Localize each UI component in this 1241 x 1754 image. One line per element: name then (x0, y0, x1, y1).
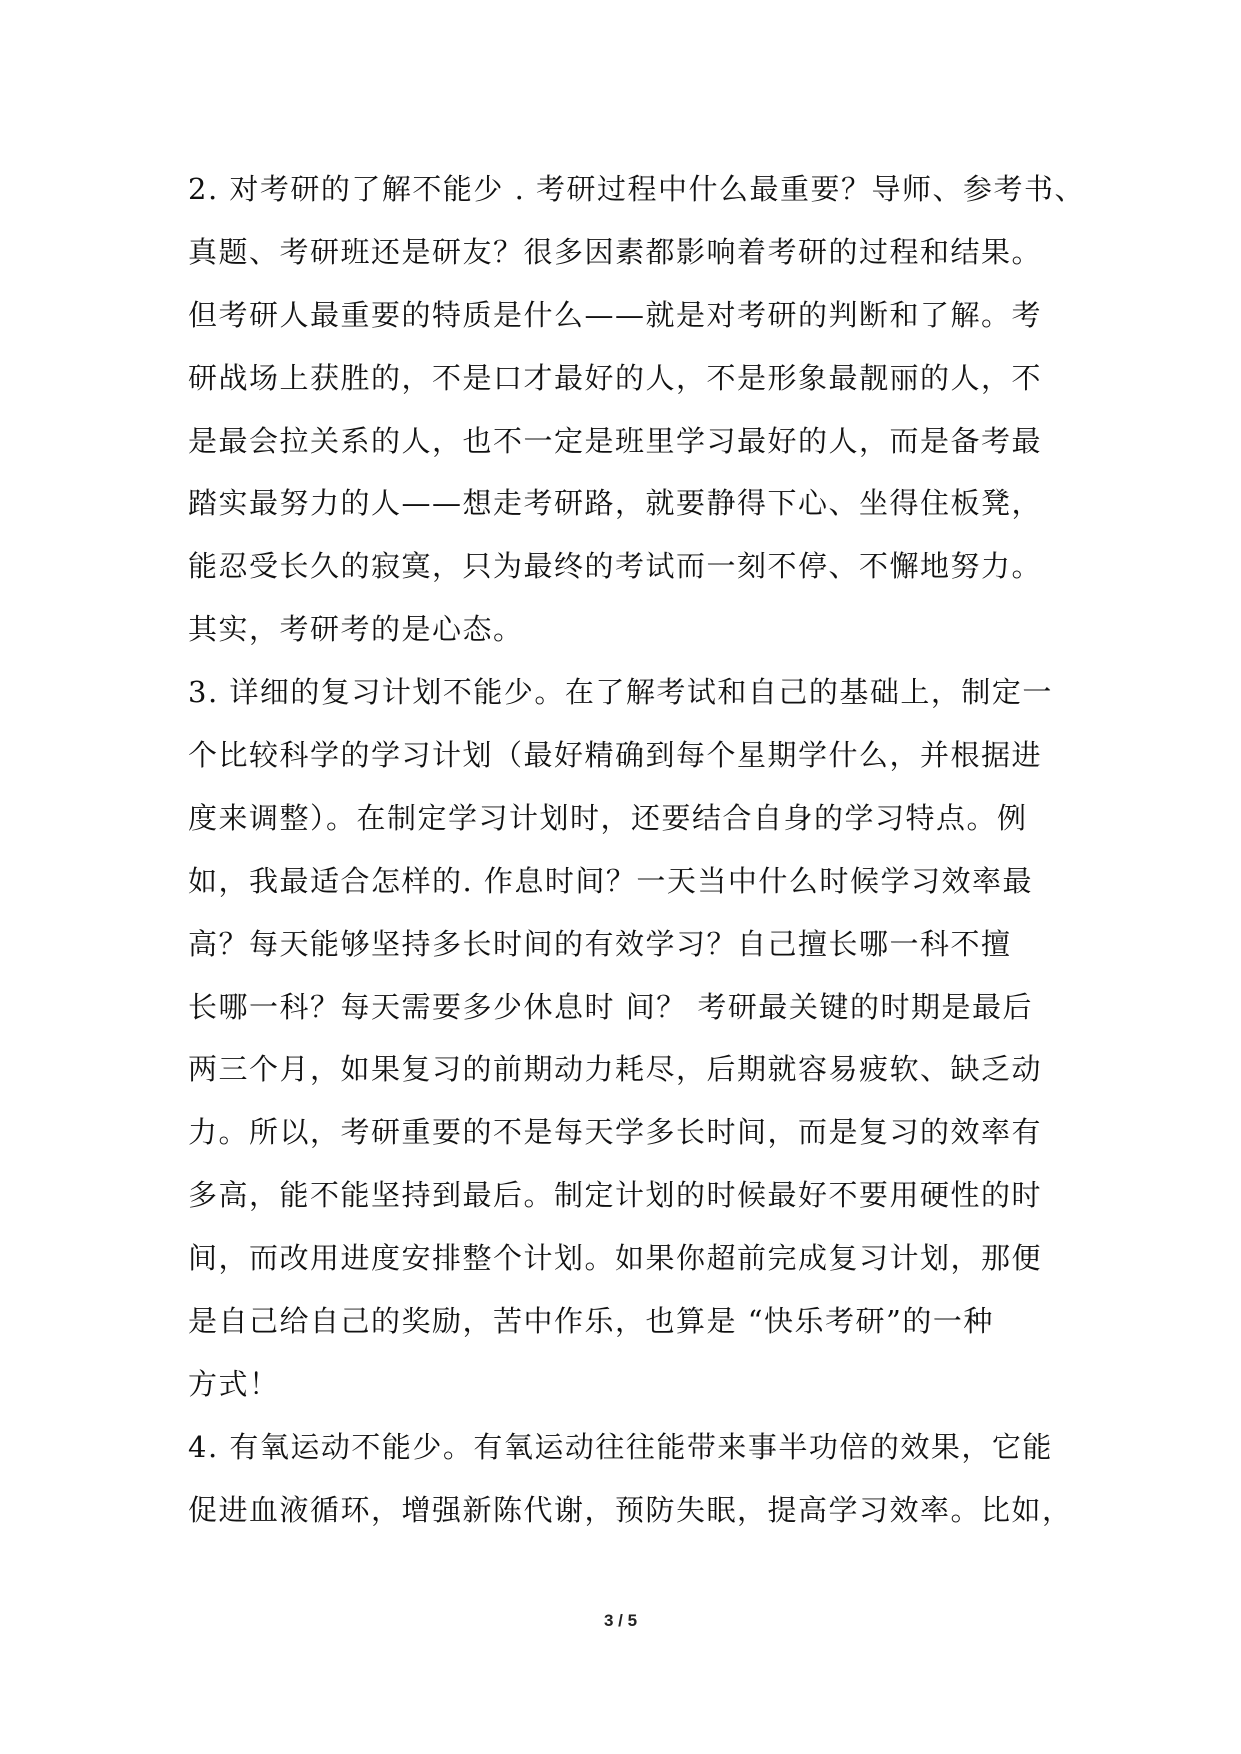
text-line: 间，而改用进度安排整个计划。如果你超前完成复习计划，那便 (188, 1241, 1043, 1276)
text-line: 踏实最努力的人——想走考研路，就要静得下心、坐得住板凳， (188, 486, 1043, 521)
text-line: 4. 有氧运动不能少。有氧运动往往能带来事半功倍的效果，它能 (188, 1429, 1053, 1464)
text-line: 是最会拉关系的人，也不一定是班里学习最好的人，而是备考最 (188, 423, 1043, 458)
text-line: 高？每天能够坚持多长时间的有效学习？自己擅长哪一科不擅 (188, 926, 1012, 961)
page-number: 3 / 5 (603, 1611, 638, 1630)
text-line: 真题、考研班还是研友？很多因素都影响着考研的过程和结果。 (188, 234, 1043, 269)
text-line: 但考研人最重要的特质是什么——就是对考研的判断和了解。考 (188, 297, 1043, 332)
text-line: 如，我最适合怎样的. 作息时间？一天当中什么时候学习效率最 (188, 863, 1033, 898)
text-line: 2. 对考研的了解不能少 . 考研过程中什么最重要？导师、参考书、 (188, 172, 1086, 206)
text-line: 度来调整）。在制定学习计划时，还要结合自身的学习特点。例 (188, 800, 1028, 835)
text-line: 是自己给自己的奖励，苦中作乐，也算是 “快乐考研”的一种 (188, 1304, 994, 1339)
document-body (188, 158, 1086, 1542)
text-line: 方式！ (188, 1366, 280, 1401)
text-line: 其实，考研考的是心态。 (188, 612, 524, 647)
text-line: 长哪一科？每天需要多少休息时 间？ 考研最关键的时期是最后 (188, 989, 1033, 1024)
text-line: 个比较科学的学习计划（最好精确到每个星期学什么，并根据进 (188, 738, 1043, 773)
text-line: 力。所以，考研重要的不是每天学多长时间，而是复习的效率有 (188, 1115, 1043, 1150)
text-line: 3. 详细的复习计划不能少。在了解考试和自己的基础上，制定一 (188, 675, 1053, 710)
text-line: 促进血液循环，增强新陈代谢，预防失眠，提高学习效率。比如， (188, 1492, 1073, 1527)
text-line: 研战场上获胜的，不是口才最好的人，不是形象最靓丽的人，不 (188, 360, 1043, 395)
text-line: 能忍受长久的寂寞，只为最终的考试而一刻不停、不懈地努力。 (188, 549, 1043, 584)
text-line: 两三个月，如果复习的前期动力耗尽，后期就容易疲软、缺乏动 (188, 1052, 1043, 1087)
text-line: 多高，能不能坚持到最后。制定计划的时候最好不要用硬性的时 (188, 1178, 1043, 1213)
